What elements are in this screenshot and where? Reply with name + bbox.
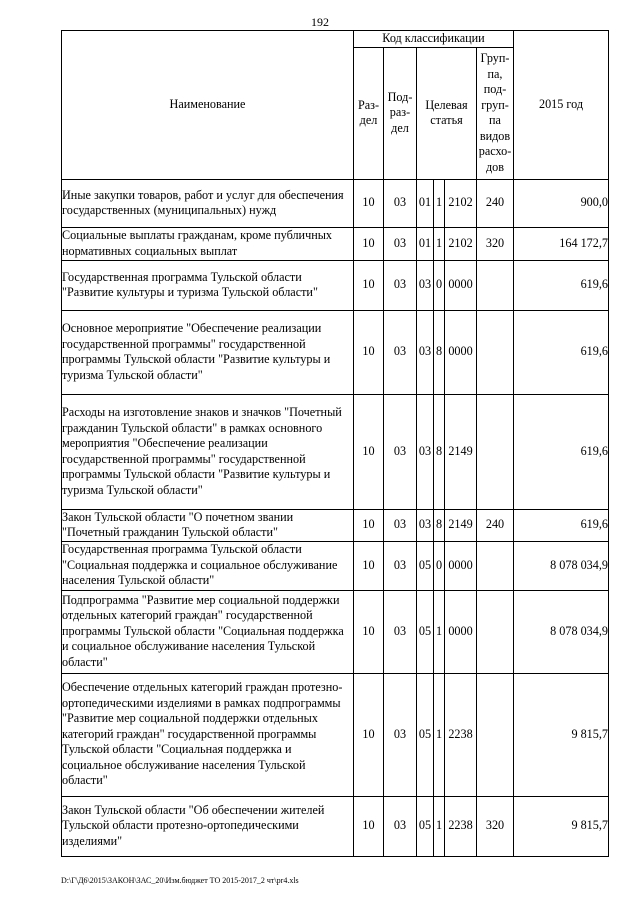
header-year: 2015 год — [514, 31, 609, 180]
header-target-article — [417, 47, 477, 179]
table-row — [62, 227, 609, 260]
row-cs1: 03 — [417, 260, 434, 310]
table-row — [62, 590, 609, 673]
row-cs1: 01 — [417, 227, 434, 260]
row-razdel: 10 — [354, 509, 384, 541]
row-name: Иные закупки товаров, работ и услуг для обеспечения государственных (муниципальных) нужд — [62, 179, 354, 227]
table-row — [62, 310, 609, 394]
row-amount: 8 078 034,9 — [514, 590, 609, 673]
row-cs2: 1 — [434, 673, 445, 796]
row-cs2: 0 — [434, 541, 445, 590]
row-podrazdel: 03 — [384, 541, 417, 590]
row-name: Обеспечение отдельных категорий граждан протезно-ортопедическими изделиями в рамках подпрограммы "Развитие мер социальной поддержки отдельных категорий граждан" государственной программы Тульской области "Социальная поддержка и социальное обслуживание населения Тульской области" — [62, 673, 354, 796]
row-cs3: 2102 — [445, 179, 477, 227]
row-vid: 240 — [477, 509, 514, 541]
row-amount: 619,6 — [514, 310, 609, 394]
row-vid: 240 — [477, 179, 514, 227]
row-vid — [477, 260, 514, 310]
row-vid — [477, 673, 514, 796]
row-cs1: 01 — [417, 179, 434, 227]
row-name: Подпрограмма "Развитие мер социальной поддержки отдельных категорий граждан" государственной программы Тульской области "Социальная поддержка и социальное обслуживание населения Тульской области" — [62, 590, 354, 673]
table-row — [62, 260, 609, 310]
row-cs3: 2149 — [445, 394, 477, 509]
row-cs1: 03 — [417, 509, 434, 541]
row-razdel: 10 — [354, 673, 384, 796]
row-amount: 900,0 — [514, 179, 609, 227]
row-cs3: 0000 — [445, 260, 477, 310]
header-expense-group-text: Груп- па, под- груп- па видов расхо- дов — [478, 51, 512, 174]
row-amount: 619,6 — [514, 394, 609, 509]
table-header — [62, 31, 609, 180]
row-podrazdel: 03 — [384, 796, 417, 856]
row-vid — [477, 394, 514, 509]
row-cs1: 05 — [417, 796, 434, 856]
row-cs2: 1 — [434, 590, 445, 673]
row-cs3: 0000 — [445, 310, 477, 394]
row-cs3: 2149 — [445, 509, 477, 541]
row-razdel: 10 — [354, 541, 384, 590]
row-razdel: 10 — [354, 394, 384, 509]
row-razdel: 10 — [354, 227, 384, 260]
row-amount: 8 078 034,9 — [514, 541, 609, 590]
table-row — [62, 509, 609, 541]
row-cs3: 0000 — [445, 590, 477, 673]
row-podrazdel: 03 — [384, 260, 417, 310]
row-cs2: 1 — [434, 796, 445, 856]
row-razdel: 10 — [354, 260, 384, 310]
row-podrazdel: 03 — [384, 673, 417, 796]
row-razdel: 10 — [354, 796, 384, 856]
table-row — [62, 179, 609, 227]
header-expense-group — [477, 47, 514, 179]
row-cs3: 2238 — [445, 796, 477, 856]
row-amount: 9 815,7 — [514, 673, 609, 796]
row-podrazdel: 03 — [384, 394, 417, 509]
row-name: Расходы на изготовление знаков и значков "Почетный гражданин Тульской области" в рамках основного мероприятия "Обеспечение реализации государственной программы" государственной программы Тульской области "Развитие культуры и туризма Тульской области" — [62, 394, 354, 509]
header-subsection — [384, 47, 417, 179]
row-amount: 619,6 — [514, 260, 609, 310]
row-vid — [477, 541, 514, 590]
row-cs1: 03 — [417, 310, 434, 394]
row-vid — [477, 590, 514, 673]
row-amount: 164 172,7 — [514, 227, 609, 260]
row-name: Социальные выплаты гражданам, кроме публичных нормативных социальных выплат — [62, 227, 354, 260]
row-podrazdel: 03 — [384, 227, 417, 260]
row-name: Закон Тульской области "О почетном звании "Почетный гражданин Тульской области" — [62, 509, 354, 541]
file-path-footer: D:\Г\Д6\2015\ЗАКОН\ЗАС_20\Изм.бюджет ТО 2015-2017_2 чт\pr4.xls — [61, 876, 299, 885]
header-subsection-text: Под- раз- дел — [387, 89, 413, 135]
row-cs3: 2102 — [445, 227, 477, 260]
row-cs2: 0 — [434, 260, 445, 310]
table-body — [62, 179, 609, 856]
row-vid: 320 — [477, 796, 514, 856]
row-vid — [477, 310, 514, 394]
header-classification: Код классификации — [354, 31, 514, 48]
row-cs2: 8 — [434, 509, 445, 541]
row-podrazdel: 03 — [384, 509, 417, 541]
row-cs3: 0000 — [445, 541, 477, 590]
row-podrazdel: 03 — [384, 179, 417, 227]
row-amount: 619,6 — [514, 509, 609, 541]
row-cs1: 05 — [417, 541, 434, 590]
row-cs1: 05 — [417, 590, 434, 673]
table-row — [62, 394, 609, 509]
header-section-text: Раз- дел — [357, 97, 380, 127]
row-name: Основное мероприятие "Обеспечение реализации государственной программы" государственной программы Тульской области "Развитие культуры и туризма Тульской области" — [62, 310, 354, 394]
row-name: Государственная программа Тульской области "Развитие культуры и туризма Тульской области" — [62, 260, 354, 310]
row-cs2: 1 — [434, 227, 445, 260]
row-cs1: 03 — [417, 394, 434, 509]
row-razdel: 10 — [354, 310, 384, 394]
header-name: Наименование — [62, 31, 354, 180]
table-row — [62, 541, 609, 590]
budget-table — [61, 30, 609, 857]
header-section — [354, 47, 384, 179]
row-cs3: 2238 — [445, 673, 477, 796]
row-cs1: 05 — [417, 673, 434, 796]
page-number: 192 — [311, 15, 329, 29]
header-target-article-text: Целевая статья — [425, 97, 468, 127]
table-row — [62, 673, 609, 796]
table-row — [62, 796, 609, 856]
row-cs2: 1 — [434, 179, 445, 227]
row-cs2: 8 — [434, 310, 445, 394]
row-cs2: 8 — [434, 394, 445, 509]
row-name: Государственная программа Тульской области "Социальная поддержка и социальное обслуживание населения Тульской области" — [62, 541, 354, 590]
row-podrazdel: 03 — [384, 310, 417, 394]
row-podrazdel: 03 — [384, 590, 417, 673]
row-razdel: 10 — [354, 179, 384, 227]
row-name: Закон Тульской области "Об обеспечении жителей Тульской области протезно-ортопедическими изделиями" — [62, 796, 354, 856]
row-vid: 320 — [477, 227, 514, 260]
row-amount: 9 815,7 — [514, 796, 609, 856]
row-razdel: 10 — [354, 590, 384, 673]
